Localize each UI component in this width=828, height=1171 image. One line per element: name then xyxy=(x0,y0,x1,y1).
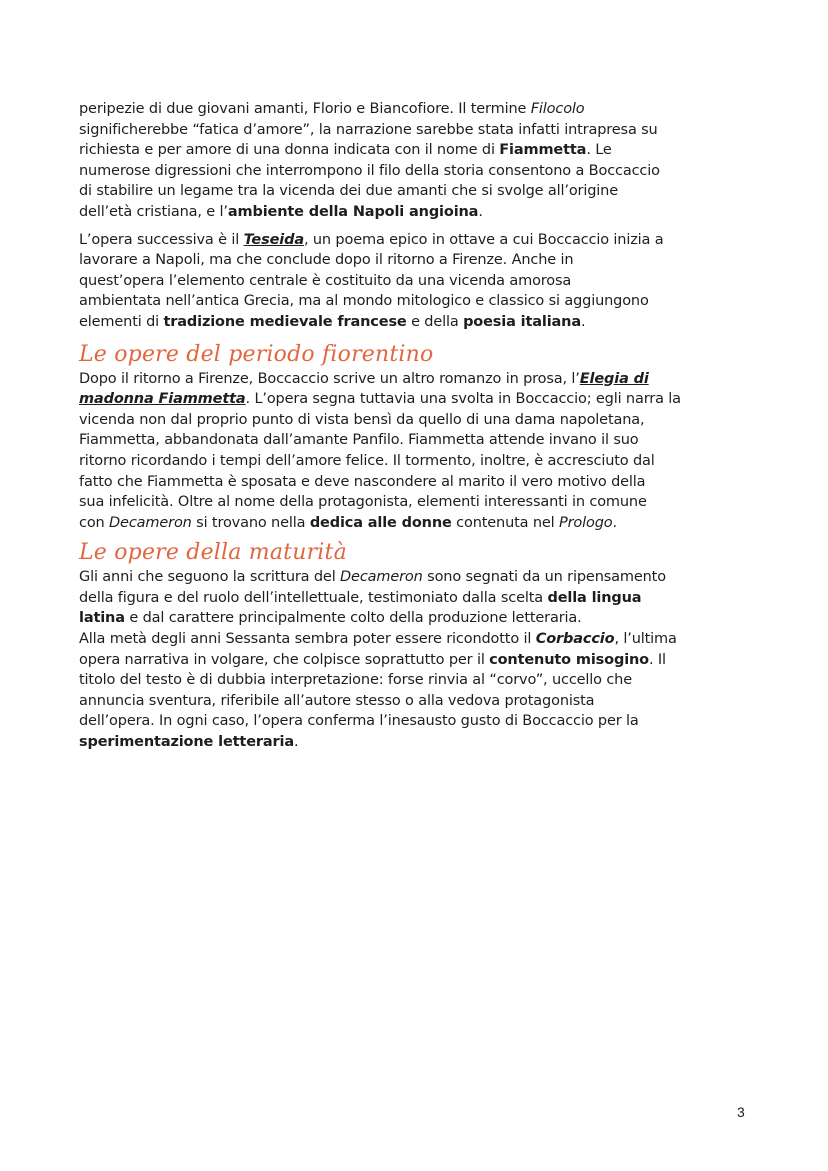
italic-title-prologo: Prologo xyxy=(559,514,613,531)
text-run: elementi di xyxy=(79,313,164,330)
title-corbaccio: Corbaccio xyxy=(535,631,615,648)
text-line: significherebbe “fatica d’amore”, la narrazione sarebbe stata infatti intrapresa su xyxy=(79,121,658,138)
text-run: . L’opera segna tuttavia una svolta in Boccaccio; egli narra la xyxy=(245,391,681,408)
text-run: della figura e del ruolo dell’intellettuale, testimoniato dalla scelta xyxy=(79,589,548,606)
text-line: quest’opera l’elemento centrale è costituito da una vicenda amorosa xyxy=(79,272,572,289)
text-run: contenuta nel xyxy=(451,514,560,531)
text-line: ambientata nell’antica Grecia, ma al mondo mitologico e classico si aggiungono xyxy=(79,293,649,310)
text-line: di stabilire un legame tra la vicenda dei due amanti che si svolge all’origine xyxy=(79,183,618,200)
text-line: ritorno ricordando i tempi dell’amore felice. Il tormento, inoltre, è accresciuto dal xyxy=(79,452,655,469)
text-run: dell’età cristiana, e l’ xyxy=(79,203,228,220)
text-line xyxy=(79,369,755,390)
title-teseida: Teseida xyxy=(243,231,304,248)
text-line xyxy=(79,629,755,650)
text-line: annuncia sventura, riferibile all’autore stesso o alla vedova protagonista xyxy=(79,692,595,709)
text-line xyxy=(79,230,755,251)
text-line: sua infelicità. Oltre al nome della protagonista, elementi interessanti in comune xyxy=(79,494,647,511)
text-line xyxy=(79,312,755,333)
text-run: sono segnati da un ripensamento xyxy=(422,569,666,586)
text-line xyxy=(79,567,755,588)
bold-term-tradizione: tradizione medievale francese xyxy=(163,313,407,330)
text-run: peripezie di due giovani amanti, Florio e Biancofiore. Il termine xyxy=(79,101,531,117)
text-line: Fiammetta, abbandonata dall’amante Panfilo. Fiammetta attende invano il suo xyxy=(79,432,639,449)
text-line xyxy=(79,588,755,609)
bold-term-napoli: ambiente della Napoli angioina xyxy=(227,203,479,220)
italic-title-decameron: Decameron xyxy=(340,569,423,586)
paragraph-filocolo xyxy=(79,99,755,223)
text-run: Alla metà degli anni Sessanta sembra poter essere ricondotto il xyxy=(79,631,536,648)
text-run: opera narrativa in volgare, che colpisce soprattutto per il xyxy=(79,651,490,668)
document-body xyxy=(79,99,755,753)
paragraph-maturita xyxy=(79,567,755,752)
section-heading-maturita: Le opere della maturità xyxy=(79,540,347,566)
text-line: vicenda non dal proprio punto di vista bensì da quello di una dama napoletana, xyxy=(79,411,645,428)
text-line xyxy=(79,732,755,753)
text-run: e dal carattere principalmente colto della produzione letteraria. xyxy=(124,610,582,627)
text-run: . Le xyxy=(586,142,612,159)
text-line: lavorare a Napoli, ma che conclude dopo il ritorno a Firenze. Anche in xyxy=(79,252,574,269)
text-run: si trovano nella xyxy=(191,514,310,531)
bold-term-lingua: della lingua xyxy=(547,589,642,606)
bold-term-misogino: contenuto misogino xyxy=(489,651,649,668)
paragraph-elegia xyxy=(79,369,755,534)
text-line xyxy=(79,99,755,120)
bold-term-latina: latina xyxy=(79,610,125,627)
text-run: . xyxy=(580,313,586,330)
bold-term-sperimentazione: sperimentazione letteraria xyxy=(79,734,294,751)
text-line xyxy=(79,140,755,161)
text-line xyxy=(79,202,755,223)
title-elegia-cont: madonna Fiammetta xyxy=(79,391,246,408)
text-line xyxy=(79,650,755,671)
italic-title-decameron: Decameron xyxy=(109,514,192,531)
text-run: , l’ultima xyxy=(614,631,677,648)
text-line: fatto che Fiammetta è sposata e deve nascondere al marito il vero motivo della xyxy=(79,473,646,490)
text-run: L’opera successiva è il xyxy=(79,231,244,248)
bold-term-fiammetta: Fiammetta xyxy=(499,142,587,159)
text-line: titolo del testo è di dubbia interpretazione: forse rinvia al “corvo”, uccello che xyxy=(79,672,632,689)
text-line xyxy=(79,389,755,410)
text-line xyxy=(79,513,755,534)
page-number: 3 xyxy=(737,1104,745,1120)
text-run: . Il xyxy=(649,651,666,668)
title-elegia: Elegia di xyxy=(579,370,649,387)
text-run: e della xyxy=(406,313,464,330)
text-run: Dopo il ritorno a Firenze, Boccaccio scrive un altro romanzo in prosa, l’ xyxy=(79,370,580,387)
italic-title-filocolo: Filocolo xyxy=(530,101,585,117)
text-line xyxy=(79,608,755,629)
text-line: numerose digressioni che interrompono il filo della storia consentono a Boccaccio xyxy=(79,162,660,179)
text-run: , un poema epico in ottave a cui Boccaccio inizia a xyxy=(303,231,664,248)
paragraph-teseida xyxy=(79,230,755,333)
text-run: . xyxy=(612,514,617,531)
text-run: con xyxy=(79,514,110,531)
text-run: richiesta e per amore di una donna indicata con il nome di xyxy=(79,142,500,159)
text-run: Gli anni che seguono la scrittura del xyxy=(79,569,341,586)
text-run: . xyxy=(478,203,483,220)
text-run: . xyxy=(293,734,299,751)
section-heading-fiorentino: Le opere del periodo fiorentino xyxy=(79,341,434,367)
bold-term-poesia: poesia italiana xyxy=(463,313,581,330)
bold-term-dedica: dedica alle donne xyxy=(309,514,452,531)
text-line: dell’opera. In ogni caso, l’opera conferma l’inesausto gusto di Boccaccio per la xyxy=(79,713,639,730)
